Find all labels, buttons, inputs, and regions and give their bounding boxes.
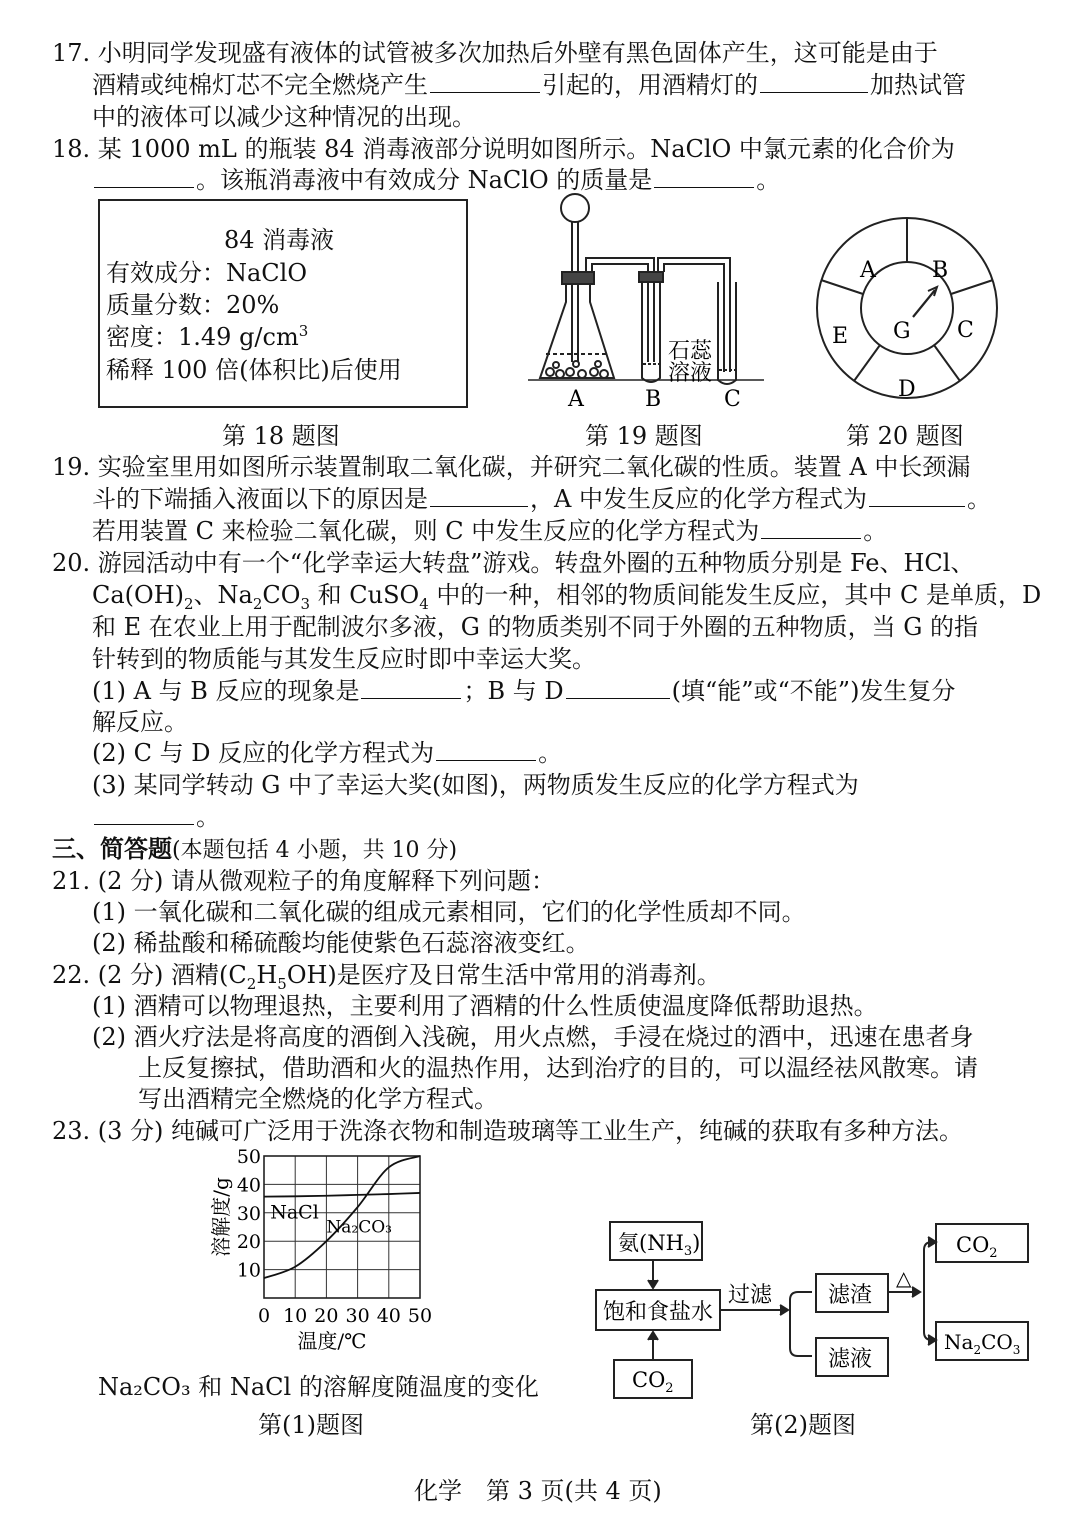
sector-d: D bbox=[898, 377, 916, 402]
x-tick-label: 30 bbox=[345, 1305, 370, 1327]
q20-part1-cont: 解反应。 bbox=[92, 708, 188, 736]
q20-part3-cont: 。 bbox=[92, 802, 220, 833]
y-tick-label: 10 bbox=[236, 1259, 261, 1282]
x-tick-label: 20 bbox=[314, 1305, 339, 1327]
q17-line1: 17. 小明同学发现盛有液体的试管被多次加热后外壁有黑色固体产生，这可能是由于 bbox=[52, 39, 938, 67]
test-tube-c bbox=[718, 282, 736, 384]
apparatus-label-a: A bbox=[568, 387, 584, 412]
litmus-label-2: 溶液 bbox=[668, 361, 713, 386]
answer-blank[interactable] bbox=[430, 70, 540, 93]
stopper-a bbox=[562, 272, 594, 284]
q20-part3: (3) 某同学转动 G 中了幸运大奖(如图)，两物质发生反应的化学方程式为 bbox=[92, 771, 859, 799]
q21-part1: (1) 一氧化碳和二氧化碳的组成元素相同，它们的化学性质却不同。 bbox=[92, 898, 806, 926]
lucky-wheel-diagram bbox=[812, 203, 1002, 411]
fig18-caption: 第 18 题图 bbox=[222, 422, 340, 450]
q22-part2: (2) 酒火疗法是将高度的酒倒入浅碗，用火点燃，手浸在烧过的酒中，迅速在患者身 bbox=[92, 1023, 974, 1051]
q17-text: 加热试管 bbox=[870, 71, 966, 99]
sector-b: B bbox=[932, 258, 949, 283]
na2co3-output-text: $Na_2CO_3$ bbox=[944, 1330, 1021, 1357]
center-g: G bbox=[893, 319, 911, 344]
page-footer: 化学 第 3 页(共 4 页) bbox=[414, 1477, 662, 1505]
nacl-curve bbox=[264, 1193, 420, 1197]
co2-apparatus-diagram bbox=[528, 192, 768, 414]
answer-blank[interactable] bbox=[566, 676, 670, 699]
q17-text: 酒精或纯棉灯芯不完全燃烧产生 bbox=[92, 71, 428, 99]
x-tick-label: 10 bbox=[283, 1305, 308, 1327]
answer-blank[interactable] bbox=[654, 165, 754, 188]
fig20-caption: 第 20 题图 bbox=[846, 422, 964, 450]
q20-part2: (2) C 与 D 反应的化学方程式为 。 bbox=[92, 739, 563, 767]
answer-blank[interactable] bbox=[361, 676, 461, 699]
section-heading: 三、简答题(本题包括 4 小题，共 10 分) bbox=[52, 834, 458, 863]
filtrate-text: 滤液 bbox=[828, 1347, 873, 1372]
q22-line1: 22. (2 分) 酒精$(C_2H_5OH)$是医疗及日常生活中常用的消毒剂。 bbox=[52, 961, 721, 993]
q19-line3: 若用装置 C 来检验二氧化碳，则 C 中发生反应的化学方程式为 。 bbox=[92, 517, 888, 545]
q18-text: 。 bbox=[756, 166, 781, 194]
co2-output-text: $CO_2$ bbox=[956, 1233, 998, 1261]
x-tick-label: 50 bbox=[407, 1305, 433, 1327]
q19-line2: 斗的下端插入液面以下的原因是 ，A 中发生反应的化学方程式为 。 bbox=[92, 485, 991, 513]
x-tick-label: 40 bbox=[376, 1305, 401, 1327]
series-label-na2co3: Na₂CO₃ bbox=[326, 1217, 392, 1238]
series-label-nacl: NaCl bbox=[270, 1201, 319, 1224]
fig2-caption: 第(2)题图 bbox=[750, 1411, 856, 1439]
heat-symbol: △ bbox=[896, 1266, 912, 1290]
solubility-chart bbox=[200, 1148, 440, 1364]
funnel-bulb bbox=[561, 194, 589, 222]
fig1-caption: 第(1)题图 bbox=[258, 1411, 364, 1439]
sector-c: C bbox=[957, 318, 974, 343]
y-tick-label: 50 bbox=[236, 1148, 261, 1168]
label-dilution: 稀释 100 倍(体积比)后使用 bbox=[106, 356, 402, 384]
q20-part1: (1) A 与 B 反应的现象是 ；B 与 D (填“能”或“不能”)发生复分 bbox=[92, 677, 956, 705]
y-tick-label: 20 bbox=[236, 1231, 261, 1254]
q18-text: 。该瓶消毒液中有效成分 NaClO 的质量是 bbox=[196, 166, 653, 194]
q20-line1: 20. 游园活动中有一个“化学幸运大转盘”游戏。转盘外圈的五种物质分别是 Fe、HCl、 bbox=[52, 549, 975, 577]
x-axis-label: 温度/℃ bbox=[297, 1329, 367, 1353]
co2-text: $CO_2$ bbox=[632, 1368, 674, 1396]
q18-line1: 18. 某 1000 mL 的瓶装 84 消毒液部分说明如图所示。NaClO 中氯元素的化合价为 bbox=[52, 135, 955, 163]
x-tick-label: 0 bbox=[257, 1305, 271, 1327]
q20-line3: 和 E 在农业上用于配制波尔多液，G 的物质类别不同于外圈的五种物质，当 G 的指 bbox=[92, 613, 979, 641]
y-tick-label: 40 bbox=[236, 1174, 261, 1197]
filter-text: 过滤 bbox=[728, 1283, 773, 1308]
sector-a: A bbox=[860, 258, 876, 283]
label-ingredient: 有效成分：NaClO bbox=[106, 259, 308, 287]
q20-line2: $Ca(OH)_2$、$Na_2CO_3$ 和 CuSO$_4$ 中的一种，相邻的物质间能发生反应，其中 C 是单质，D bbox=[92, 581, 1042, 613]
answer-blank[interactable] bbox=[760, 70, 868, 93]
q19-line1: 19. 实验室里用如图所示装置制取二氧化碳，并研究二氧化碳的性质。装置 A 中长颈漏 bbox=[52, 453, 971, 481]
y-tick-label: 30 bbox=[236, 1202, 261, 1225]
answer-blank[interactable] bbox=[94, 802, 194, 825]
disinfectant-label-box bbox=[98, 199, 468, 408]
answer-blank[interactable] bbox=[430, 484, 528, 507]
label-density: 密度：1.49 $g/cm^3$ bbox=[106, 322, 309, 351]
q22-part2-cont2: 写出酒精完全燃烧的化学方程式。 bbox=[138, 1085, 498, 1113]
litmus-label-1: 石蕊 bbox=[668, 339, 713, 364]
q22-part1: (1) 酒精可以物理退热，主要利用了酒精的什么性质使温度降低帮助退热。 bbox=[92, 992, 878, 1020]
soda-ash-flow-diagram bbox=[590, 1212, 1040, 1402]
label-title: 84 消毒液 bbox=[224, 226, 335, 254]
fig19-caption: 第 19 题图 bbox=[585, 422, 703, 450]
q22-part2-cont: 上反复擦拭，借助酒和火的温热作用，达到治疗的目的，可以温经祛风散寒。请 bbox=[138, 1054, 978, 1082]
sector-e: E bbox=[832, 324, 849, 349]
apparatus-label-c: C bbox=[724, 387, 741, 412]
residue-text: 滤渣 bbox=[828, 1283, 873, 1308]
answer-blank[interactable] bbox=[869, 484, 965, 507]
answer-blank[interactable] bbox=[761, 516, 861, 539]
brine-text: 饱和食盐水 bbox=[603, 1300, 714, 1325]
q17-text: 引起的，用酒精灯的 bbox=[542, 71, 758, 99]
label-fraction: 质量分数：20% bbox=[106, 291, 280, 319]
answer-blank[interactable] bbox=[436, 738, 536, 761]
y-axis-label: 溶解度/g bbox=[209, 1177, 233, 1257]
q21-part2: (2) 稀盐酸和稀硫酸均能使紫色石蕊溶液变红。 bbox=[92, 929, 590, 957]
answer-blank[interactable] bbox=[94, 165, 194, 188]
chart-title: Na₂CO₃ 和 NaCl 的溶解度随温度的变化 bbox=[98, 1373, 539, 1401]
q20-line4: 针转到的物质能与其发生反应时即中幸运大奖。 bbox=[92, 645, 596, 673]
apparatus-label-b: B bbox=[645, 387, 662, 412]
q23-line1: 23. (3 分) 纯碱可广泛用于洗涤衣物和制造玻璃等工业生产，纯碱的获取有多种方法。 bbox=[52, 1117, 964, 1145]
q17-line2 bbox=[92, 70, 966, 101]
ammonia-text: 氨$(NH_3)$ bbox=[618, 1231, 701, 1259]
test-tube-b bbox=[642, 278, 660, 382]
q17-line3: 中的液体可以减少这种情况的出现。 bbox=[92, 103, 476, 131]
q21-line1: 21. (2 分) 请从微观粒子的角度解释下列问题： bbox=[52, 867, 556, 895]
